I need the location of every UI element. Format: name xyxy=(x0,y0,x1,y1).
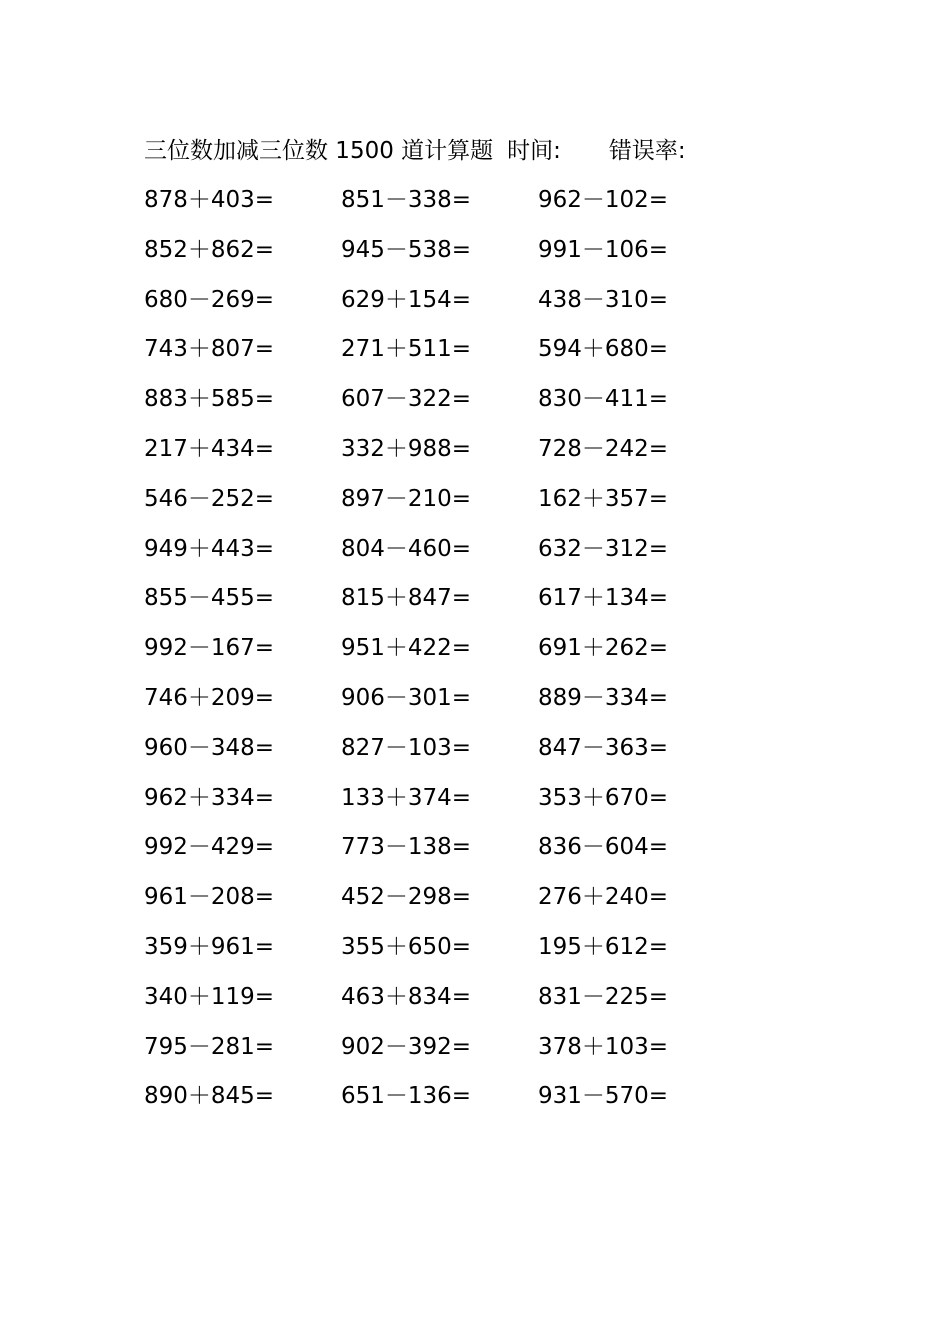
problem-item: 546－252= xyxy=(144,485,275,512)
problem-item: 276＋240= xyxy=(538,884,669,911)
problem-item: 878＋403= xyxy=(144,187,275,213)
problem-item: 217＋434= xyxy=(144,435,275,462)
error-rate-label: 错误率: xyxy=(608,138,686,164)
problem-item: 617＋134= xyxy=(538,585,669,612)
problem-item: 438－310= xyxy=(538,286,669,313)
problem-item: 594＋680= xyxy=(538,336,669,363)
problem-item: 855－455= xyxy=(144,585,275,612)
problem-item: 651－136= xyxy=(341,1083,472,1110)
time-label: 时间: xyxy=(507,138,561,164)
problem-item: 378＋103= xyxy=(538,1033,669,1060)
worksheet-header xyxy=(144,133,686,169)
problem-item: 746＋209= xyxy=(144,684,275,711)
problem-item: 902－392= xyxy=(341,1033,472,1060)
problem-item: 632－312= xyxy=(538,535,669,562)
problem-item: 359＋961= xyxy=(144,933,275,960)
problem-item: 463＋834= xyxy=(341,983,472,1010)
problem-item: 830－411= xyxy=(538,386,669,413)
problem-item: 162＋357= xyxy=(538,485,669,512)
problem-item: 195＋612= xyxy=(538,933,669,960)
problem-item: 906－301= xyxy=(341,684,472,711)
problem-item: 883＋585= xyxy=(144,386,275,413)
problem-item: 847－363= xyxy=(538,734,669,761)
problem-item: 795－281= xyxy=(144,1033,275,1060)
problem-item: 680－269= xyxy=(144,286,275,313)
problem-item: 897－210= xyxy=(341,485,472,512)
problem-item: 691＋262= xyxy=(538,635,669,662)
problem-item: 340＋119= xyxy=(144,983,275,1010)
problem-item: 728－242= xyxy=(538,435,669,462)
problem-item: 743＋807= xyxy=(144,336,275,363)
worksheet-title: 三位数加减三位数 1500 道计算题 xyxy=(144,138,494,164)
problem-item: 353＋670= xyxy=(538,784,669,811)
problem-item: 961－208= xyxy=(144,884,275,911)
problem-item: 962＋334= xyxy=(144,784,275,811)
problem-item: 355＋650= xyxy=(341,933,472,960)
problem-item: 452－298= xyxy=(341,884,472,911)
problem-item: 931－570= xyxy=(538,1083,669,1110)
problem-item: 992－167= xyxy=(144,635,275,662)
problem-item: 773－138= xyxy=(341,834,472,861)
problem-item: 851－338= xyxy=(341,187,472,213)
problem-item: 607－322= xyxy=(341,386,472,413)
problem-item: 804－460= xyxy=(341,535,472,562)
problem-item: 271＋511= xyxy=(341,336,472,363)
problem-item: 949＋443= xyxy=(144,535,275,562)
problem-item: 992－429= xyxy=(144,834,275,861)
problem-item: 133＋374= xyxy=(341,784,472,811)
problem-item: 629＋154= xyxy=(341,286,472,313)
problem-item: 831－225= xyxy=(538,983,669,1010)
problem-item: 852＋862= xyxy=(144,236,275,263)
problem-item: 815＋847= xyxy=(341,585,472,612)
problem-item: 951＋422= xyxy=(341,635,472,662)
problem-item: 332＋988= xyxy=(341,435,472,462)
problem-item: 890＋845= xyxy=(144,1083,275,1110)
problem-grid xyxy=(144,180,744,1126)
problem-item: 836－604= xyxy=(538,834,669,861)
problem-item: 889－334= xyxy=(538,684,669,711)
problem-item: 945－538= xyxy=(341,236,472,263)
problem-item: 962－102= xyxy=(538,187,669,213)
problem-item: 991－106= xyxy=(538,236,669,263)
problem-item: 827－103= xyxy=(341,734,472,761)
problem-item: 960－348= xyxy=(144,734,275,761)
